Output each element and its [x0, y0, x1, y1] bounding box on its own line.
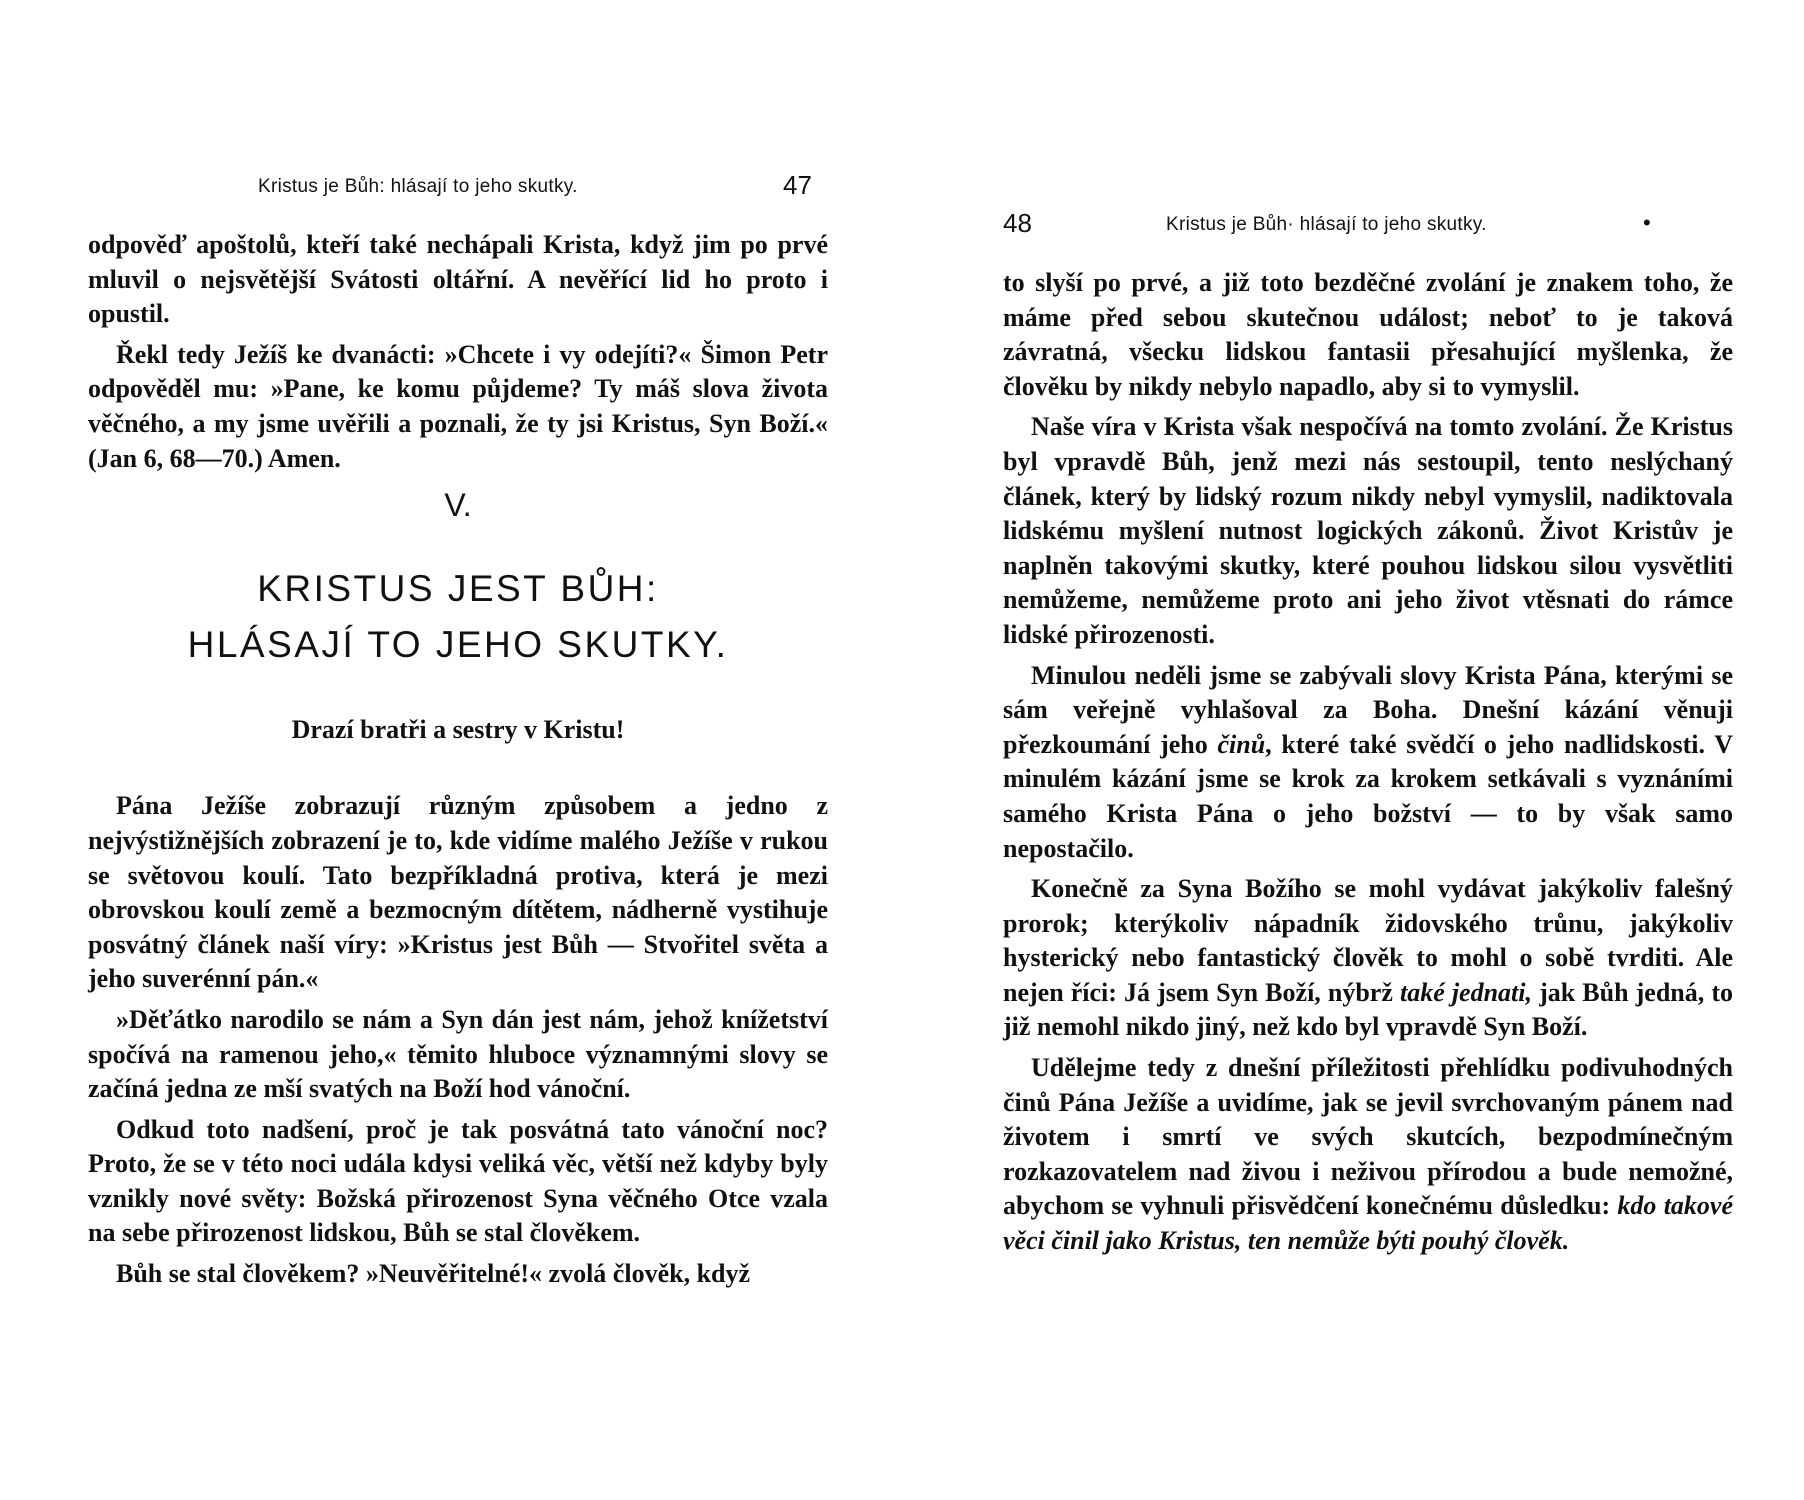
left-running-title: Kristus je Bůh: hlásají to jeho skutky.	[258, 176, 578, 197]
left-page-number: 47	[783, 170, 812, 200]
left-paragraph-4: »Děťátko narodilo se nám a Syn dán jest nám, jehož knížetství spočívá na ramenou jeho,« těmito hluboce významnými slovy se začíná jedna ze mší svatých na Boží hod vánoční.	[88, 1004, 828, 1104]
right-paragraph-5	[1003, 1051, 1733, 1259]
left-page	[88, 0, 828, 1500]
left-page-header	[88, 172, 828, 202]
left-paragraph-6: Bůh se stal člověkem? »Neuvěřitelné!« zvolá člověk, když	[116, 1259, 751, 1289]
right-paragraph-4	[1003, 872, 1733, 1045]
right-paragraph-5-emphasis: kdo takové věci činil jako Kristus, ten nemůže býti pouhý člověk.	[1003, 1191, 1733, 1256]
left-paragraph-2: Řekl tedy Ježíš ke dvanácti: »Chcete i vy odejíti?« Šimon Petr odpověděl mu: »Pane, ke komu půjdeme? Ty máš slova života věčného, a my jsme uvěřili a poznali, že ty jsi Kristus, Syn Boží.« (Jan 6, 68—70.) Amen.	[88, 339, 828, 473]
right-body-text	[1003, 266, 1733, 1265]
salutation: Drazí bratři a sestry v Kristu!	[291, 714, 625, 744]
right-page	[1003, 0, 1733, 1500]
right-paragraph-3-text-a: Minulou neděli jsme se zabývali slovy Krista Pána, kterými se sám veřejně vyhlašoval za Boha. Dnešní kázání věnuji přezkoumání jeho	[1003, 660, 1733, 759]
right-paragraph-1: to slyší po prvé, a již toto bezděčné zvolání je znakem toho, že máme před sebou skutečnou událost; neboť to je taková závratná, všecku lidskou fantasii přesahující myšlenka, že člověku by nikdy nebylo napadlo, aby si to vymyslil.	[1003, 268, 1733, 401]
left-paragraph-3: Pána Ježíše zobrazují různým způsobem a jedno z nejvýstižnějších zobrazení je to, kde vidíme malého Ježíše v rukou se světovou koulí. Tato bezpříkladná protiva, která je mezi obrovskou koulí země a bezmocným dítětem, nádherně vystihuje posvátný článek naší víry: »Kristus jest Bůh — Stvořitel světa a jeho suverénní pán.«	[88, 791, 828, 994]
right-paragraph-4-emphasis: také jednati,	[1399, 977, 1532, 1007]
right-page-number: 48	[1003, 208, 1032, 238]
right-paragraph-5-text-a: Udělejme tedy z dnešní příležitosti přehlídku podivuhodných činů Pána Ježíše a uvidíme, jak se jevil svrchovaným pánem nad životem i smrtí ve svých skutcích, bezpodmínečným rozkazovatelem nad živou i neživou přírodou a bude nemožné, abychom se vyhnuli přisvědčení konečnému důsledku:	[1003, 1053, 1733, 1221]
right-paragraph-3-emphasis: činů	[1217, 729, 1266, 759]
right-paragraph-4-text-b: jak Bůh jedná, to již nemohl nikdo jiný, než kdo byl vpravdě Syn Boží.	[1003, 977, 1734, 1042]
chapter-number: V.	[444, 487, 472, 524]
right-paragraph-3-text-b: , které také svědčí o jeho nadlidskosti. V minulém kázání jsme se krok za krokem setkávali s vyznáními samého Krista Pána o jeho božství — to by však samo nepostačilo.	[1003, 729, 1733, 863]
left-paragraph-5: Odkud toto nadšení, proč je tak posvátná tato vánoční noc? Proto, že se v této noci udála kdysi veliká věc, větší než kdyby byly vznikly nové světy: Božská přirozenost Syna věčného Otce vzala na sebe přirozenost lidskou, Bůh se stal člověkem.	[88, 1114, 828, 1248]
chapter-heading	[88, 488, 828, 747]
stray-dot-mark: •	[1643, 210, 1651, 235]
right-page-header	[1003, 210, 1733, 240]
right-paragraph-2: Naše víra v Krista však nespočívá na tomto zvolání. Že Kristus byl vpravdě Bůh, jenž mezi nás sestoupil, tento neslýchaný článek, který by lidský rozum nikdy nebyl vymyslil, nadiktovala lidskému myšlení nutnost logických zákonů. Život Kristův je naplněn takovými skutky, které pouhou lidskou silou vysvětliti nemůžeme, nemůžeme proto ani jeho život vtěsnati do rámce lidské přirozenosti.	[1003, 412, 1733, 649]
right-running-title: Kristus je Bůh· hlásají to jeho skutky.	[1166, 214, 1487, 235]
chapter-title-line-1: KRISTUS JEST BŮH:	[257, 567, 659, 609]
chapter-title-line-2: HLÁSAJÍ TO JEHO SKUTKY.	[187, 623, 729, 665]
right-paragraph-3	[1003, 659, 1733, 867]
right-paragraph-4-text-a: Konečně za Syna Božího se mohl vydávat jakýkoliv falešný prorok; kterýkoliv nápadník židovského trůnu, jakýkoliv hysterický nebo fantastický člověk to mohl o sobě tvrditi. Ale nejen říci: Já jsem Syn Boží, nýbrž	[1003, 874, 1733, 1007]
left-body-text	[88, 228, 828, 1298]
left-paragraph-1: odpověď apoštolů, kteří také nechápali Krista, když jim po prvé mluvil o nejsvětější Svátosti oltářní. A nevěřící lid ho proto i opustil.	[88, 230, 828, 329]
